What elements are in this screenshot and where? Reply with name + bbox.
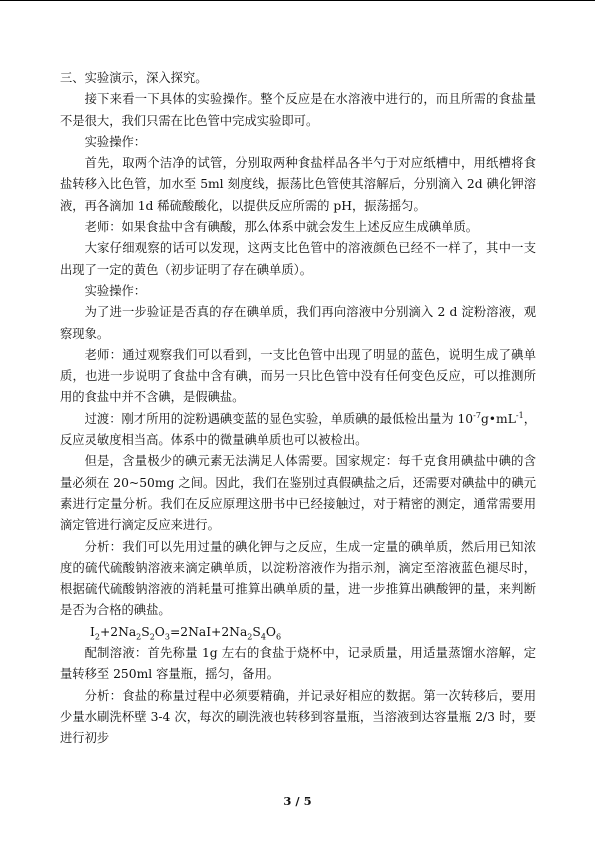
- detection-text-after: ，反应灵敏度相当高。体系中的微量碘单质也可以被检出。: [60, 411, 536, 448]
- paragraph-analysis-2: 分析：食盐的称量过程中必须要精确，并记录好相应的数据。第一次转移后，要用少量水刷洗杯壁 3-4 次，每次的刷洗液也转移到容量瓶，当溶液到达容量瓶 2/3 时，要进行初步: [60, 688, 536, 746]
- eq-part: =2NaI+2Na: [169, 624, 248, 639]
- paragraph-analysis-1: 分析：我们可以先用过量的碘化钾与之反应，生成一定量的碘单质，然后用已知浓度的硫代硫酸钠溶液来滴定碘单质，以淀粉溶液作为指示剂，滴定至溶液蓝色褪尽时，根据硫代硫酸钠溶液的消耗量可推算出碘单质的量，进一步推算出碘酸钾的量，来判断是否为合格的碘盐。: [60, 539, 536, 618]
- detection-unit: g•mL: [480, 411, 516, 426]
- detection-text-before: 过渡：刚才所用的淀粉遇碘变蓝的显色实验，单质碘的最低检出量为 10: [84, 411, 474, 426]
- paragraph-teacher-2: 老师：通过观察我们可以看到，一支比色管中出现了明显的蓝色，说明生成了碘单质，也进一步说明了食盐中含有碘，而另一只比色管中没有任何变色反应，可以推测所用的食盐中并不含碘，是假碘盐。: [60, 347, 536, 405]
- paragraph-procedure: 首先，取两个洁净的试管，分别取两种食盐样品各半勺于对应纸槽中，用纸槽将食盐转移入比色管，加水至 5ml 刻度线，振荡比色管使其溶解后，分别滴入 2d 碘化钾溶液，再各滴加 1d 稀硫酸酸化，以提供反应所需的 pH，振荡摇匀。: [60, 156, 536, 213]
- paragraph-starch-test: 为了进一步验证是否真的存在碘单质，我们再向溶液中分别滴入 2 d 淀粉溶液，观察现象。: [60, 305, 536, 341]
- detection-exponent-1: -7: [473, 410, 481, 420]
- paragraph-national-standard: 但是，含量极少的碘元素无法满足人体需要。国家规定：每千克食用碘盐中碘的含量必须在 20~50mg 之间。因此，我们在鉴别过真假碘盐之后，还需要对碘盐中的碘元素进行定量分析。我们在反应原理这册书中已经接触过，对于精密的测定，通常需要用滴定管进行滴定反应来进行。: [60, 454, 536, 533]
- paragraph-prepare-solution: 配制溶液：首先称量 1g 左右的食盐于烧杯中，记录质量，用适量蒸馏水溶解，定量转移至 250ml 容量瓶，摇匀，备用。: [60, 646, 536, 682]
- paragraph-operation-label: 实验操作：: [84, 134, 147, 149]
- eq-sub: 6: [276, 632, 282, 642]
- eq-sub: 4: [260, 632, 266, 642]
- paragraph-operation-label-2: 实验操作：: [84, 283, 147, 298]
- eq-sub: 2: [136, 632, 142, 642]
- eq-sub: 2: [149, 632, 155, 642]
- paragraph-teacher-1: 老师：如果食盐中含有碘酸，那么体系中就会发生上述反应生成碘单质。: [84, 220, 479, 235]
- eq-part: I: [90, 624, 95, 639]
- section-heading: 三、实验演示，深入探究。: [60, 71, 208, 85]
- chemical-equation: [60, 622, 536, 643]
- paragraph-detection-limit: [60, 409, 536, 452]
- eq-part: S: [141, 624, 150, 639]
- eq-sub: 2: [247, 632, 253, 642]
- eq-part: S: [252, 624, 261, 639]
- eq-sub: 2: [94, 632, 100, 642]
- page-number: 3 / 5: [283, 794, 312, 808]
- paragraph-intro: 接下来看一下具体的实验操作。整个反应是在水溶液中进行的，而且所需的食盐量不是很大，我们只需在比色管中完成实验即可。: [60, 92, 536, 128]
- paragraph-observation: 大家仔细观察的话可以发现，这两支比色管中的溶液颜色已经不一样了，其中一支出现了一定的黄色（初步证明了存在碘单质）。: [60, 241, 536, 277]
- eq-part: O: [265, 624, 276, 639]
- eq-part: O: [154, 624, 165, 639]
- eq-part: +2Na: [99, 624, 137, 639]
- document-body: [60, 68, 536, 750]
- detection-exponent-2: -1: [515, 410, 524, 420]
- page-top-border: [0, 0, 595, 1]
- eq-sub: 3: [164, 632, 170, 642]
